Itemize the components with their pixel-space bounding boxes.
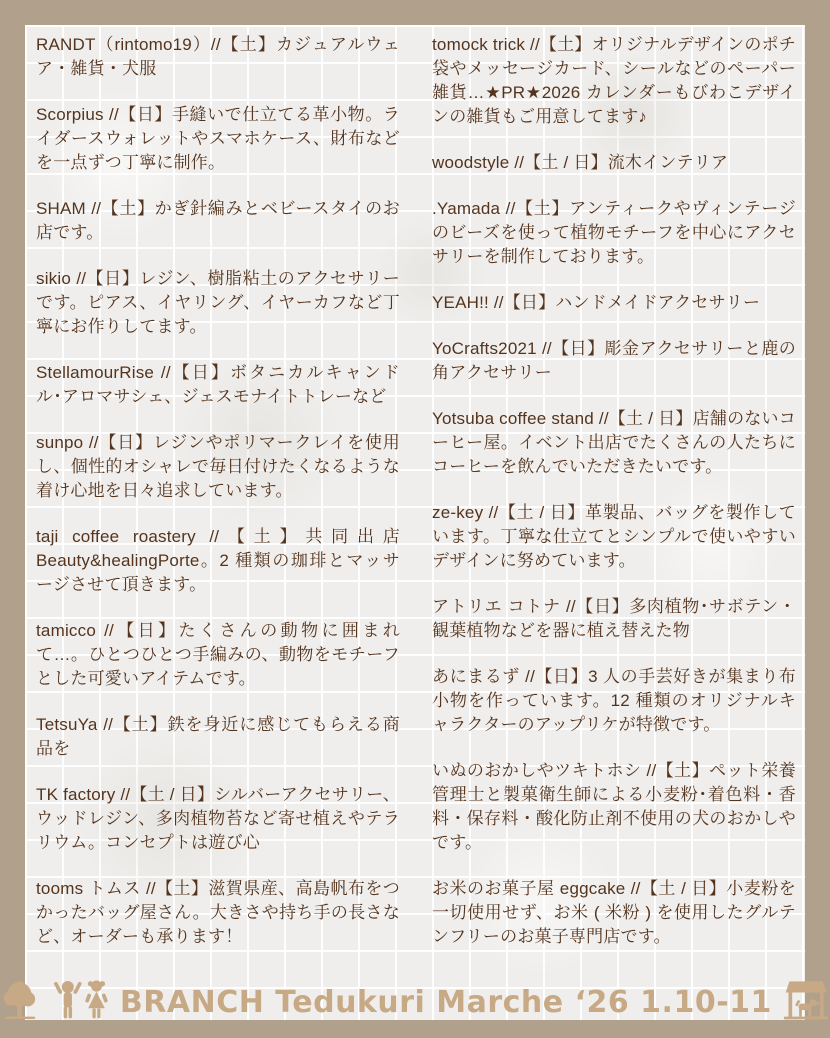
- vendor-column-left: [36, 33, 400, 971]
- vendor-entry: TK factory //【土 / 日】シルバーアクセサリー、ウッドレジン、多肉植物苔など寄せ植えやテラリウム。コンセプトは遊び心: [36, 785, 400, 852]
- vendor-entry: RANDT（rintomo19）//【土】カジュアルウェア・雑貨・犬服: [36, 35, 400, 78]
- vendor-entry: taji coffee roastery //【土】共同出店 Beauty&healingPorte。2 種類の珈琲とマッサージさせて頂きます。: [36, 527, 400, 594]
- vendor-entry: sikio //【日】レジン、樹脂粘土のアクセサリーです。ピアス、イヤリング、イヤーカフなど丁寧にお作りしてます。: [36, 269, 400, 336]
- vendor-entry: TetsuYa //【土】鉄を身近に感じてもらえる商品を: [36, 715, 400, 758]
- children-icon: [53, 976, 110, 1022]
- vendor-list: [36, 33, 796, 971]
- footer-banner: [0, 974, 830, 1022]
- vendor-entry: いぬのおかしやツキトホシ //【土】ペット栄養管理士と製菓衛生師による小麦粉･着色料・香料・保存料・酸化防止剤不使用の犬のおかしやです。: [432, 761, 796, 852]
- event-title: BRANCH Tedukuri Marche ‘26 1.10-11: [119, 985, 772, 1020]
- vendor-entry: tooms トムス //【土】滋賀県産、高島帆布をつかったバッグ屋さん。大きさや持ち手の長さなど、オーダーも承ります！: [36, 879, 400, 946]
- vendor-entry: ze-key //【土 / 日】革製品、バッグを製作しています。丁寧な仕立てとシンプルで使いやすいデザインに努めています。: [432, 503, 796, 570]
- vendor-entry: .Yamada //【土】アンティークやヴィンテージのビーズを使って植物モチーフを中心にアクセサリーを制作しております。: [432, 199, 796, 266]
- vendor-entry: アトリエ コトナ //【日】多肉植物･サボテン・観葉植物などを器に植え替えた物: [432, 597, 796, 640]
- vendor-column-right: [432, 33, 796, 971]
- vendor-entry: Yotsuba coffee stand //【土 / 日】店舗のないコーヒー屋。イベント出店でたくさんの人たちにコーヒーを飲んでいただきたいです。: [432, 409, 796, 476]
- vendor-entry: SHAM //【土】かぎ針編みとベビースタイのお店です。: [36, 199, 400, 242]
- vendor-entry: お米のお菓子屋 eggcake //【土 / 日】小麦粉を一切使用せず、お米 ( 米粉 ) を使用したグルテンフリーのお菓子専門店です。: [432, 879, 796, 946]
- tree-icon: [0, 978, 43, 1022]
- vendor-entry: woodstyle //【土 / 日】流木インテリア: [432, 153, 729, 172]
- vendor-entry: あにまるず //【日】3 人の手芸好きが集まり布小物を作っています。12 種類のオリジナルキャラクターのアップリケが特徴です。: [432, 667, 796, 734]
- vendor-entry: tamicco //【日】たくさんの動物に囲まれて…。ひとつひとつ手編みの、動物をモチーフとした可愛いアイテムです。: [36, 621, 400, 688]
- vendor-entry: Scorpius //【日】手縫いで仕立てる革小物。ライダースウォレットやスマホケース、財布などを一点ずつ丁寧に制作。: [36, 105, 400, 172]
- stall-dog-icon: [782, 976, 830, 1022]
- vendor-entry: StellamourRise //【日】ボタニカルキャンドル･アロマサシェ、ジェスモナイトトレーなど: [36, 363, 400, 406]
- vendor-entry: YEAH!! //【日】ハンドメイドアクセサリー: [432, 293, 761, 312]
- vendor-entry: YoCrafts2021 //【日】彫金アクセサリーと鹿の角アクセサリー: [432, 339, 796, 382]
- vendor-entry: tomock trick //【土】オリジナルデザインのポチ袋やメッセージカード、シールなどのペーパー雑貨…★PR★2026 カレンダーもびわこデザインの雑貨もご用意してます♪: [432, 35, 796, 126]
- vendor-entry: sunpo //【日】レジンやポリマークレイを使用し、個性的オシャレで毎日付けたくなるような着け心地を日々追求しています。: [36, 433, 400, 500]
